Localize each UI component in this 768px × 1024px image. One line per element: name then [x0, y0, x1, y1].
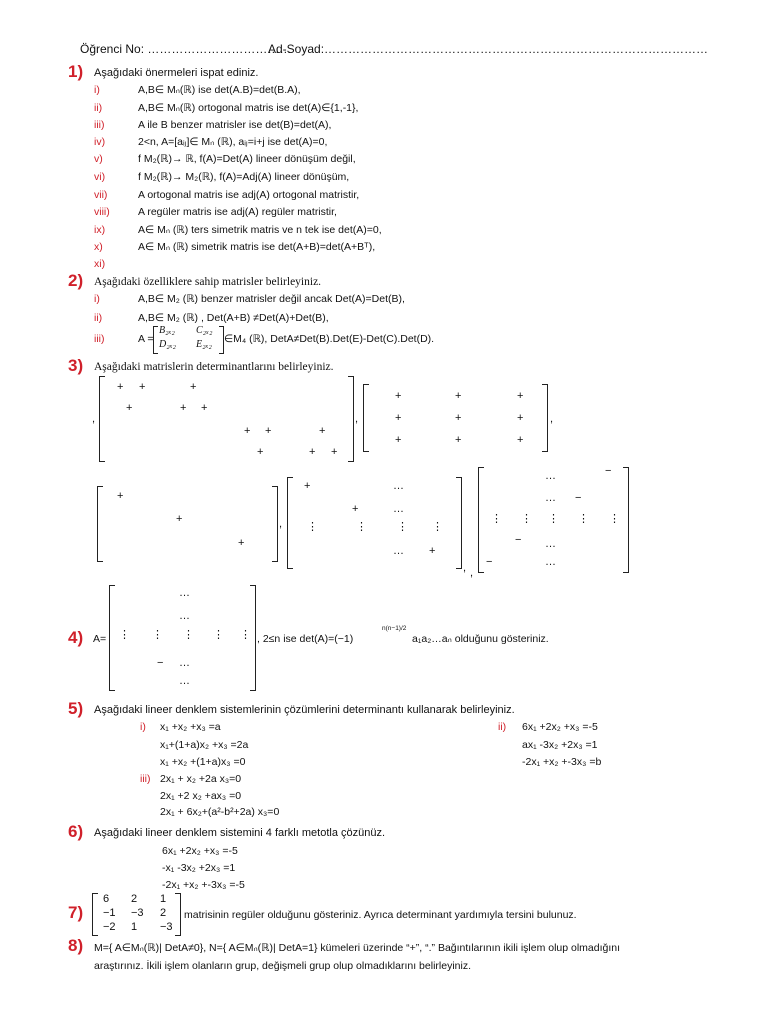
- q1-item-10: A∈ Mₙ (ℝ) simetrik matris ise det(A+B)=det(A+Bᵀ),: [138, 241, 376, 253]
- q7-matrix-cell: −3: [131, 907, 144, 919]
- matrix-2-comma: ,: [550, 413, 554, 425]
- m3-plus-1: +: [117, 490, 124, 502]
- q1-roman-1: i): [94, 84, 100, 96]
- m6-sym-1: …: [179, 587, 190, 599]
- q1-item-8: A regüler matris ise adj(A) regüler matristir,: [138, 206, 337, 218]
- q5-iii-eq-3: 2x₁ + 6x₂+(a²-b²+2a) x₃=0: [160, 806, 280, 818]
- question-1-number: 1): [68, 62, 84, 81]
- q8-line-2: araştırınız. İkili işlem olanların grup, değişmeli grup olup olmadıklarını belirleyiniz.: [94, 960, 471, 972]
- m3-plus-2: +: [176, 513, 183, 525]
- q7-text: matrisinin regüler olduğunu gösteriniz. Ayrıca determinant yardımıyla tersini bulunuz.: [184, 909, 577, 921]
- q1-roman-4: iv): [94, 136, 106, 148]
- q5-i-eq-2: x₁+(1+a)x₂ +x₃ =2a: [160, 739, 249, 751]
- q7-matrix-cell: 1: [131, 921, 138, 933]
- q7-matrix-cell: 2: [160, 907, 167, 919]
- q1-roman-6: vi): [94, 171, 106, 183]
- matrix-3-comma: ,: [279, 518, 283, 530]
- question-2-number: 2): [68, 271, 84, 290]
- m2-sym-7: +: [395, 434, 402, 446]
- q5-ii-eq-1: 6x₁ +2x₂ +x₃ =-5: [522, 721, 598, 733]
- m1-plus-4: +: [126, 402, 133, 414]
- m3-plus-3: +: [238, 537, 245, 549]
- m2-sym-4: +: [395, 412, 402, 424]
- m5-sym-3: …: [545, 492, 556, 504]
- matrix-3-bracket-right: [272, 486, 278, 562]
- q7-matrix-cell: −3: [160, 921, 173, 933]
- m2-sym-6: +: [517, 412, 524, 424]
- m5-sym-1: …: [545, 470, 556, 482]
- m1-plus-5: +: [180, 402, 187, 414]
- m5-sym-10: −: [515, 534, 522, 546]
- m1-plus-6: +: [201, 402, 208, 414]
- q5-iii-eq-1: 2x₁ + x₂ +2a x₃=0: [160, 773, 242, 785]
- q1-item-2: A,B∈ Mₙ(ℝ) ortogonal matris ise det(A)∈{1,-1},: [138, 102, 359, 114]
- m6-sym-6: ⋮: [213, 629, 224, 641]
- q2-block-c: C₂ₓ₂: [196, 325, 213, 336]
- q5-ii-eq-2: ax₁ -3x₂ +2x₃ =1: [522, 739, 598, 751]
- q2-block-d: D₂ₓ₂: [159, 339, 177, 350]
- matrix-5-comma: ,: [470, 567, 474, 579]
- m4-sym-9: …: [393, 545, 404, 557]
- q7-matrix-bracket-left: [92, 893, 98, 936]
- q4-matrix-bracket-left: [109, 585, 115, 691]
- matrix-3-bracket-left: [97, 486, 103, 562]
- q2-roman-1: i): [94, 293, 100, 305]
- m4-sym-1: +: [304, 480, 311, 492]
- m4-sym-8: ⋮: [432, 521, 443, 533]
- matrix-1-bracket-right: [348, 376, 354, 462]
- q1-item-9: A∈ Mₙ (ℝ) ters simetrik matris ve n tek ise det(A)=0,: [138, 224, 382, 236]
- m2-sym-9: +: [517, 434, 524, 446]
- q1-item-5: f M₂(ℝ)→ ℝ, f(A)=Det(A) lineer dönüşüm değil,: [138, 153, 356, 165]
- q2-roman-3: iii): [94, 333, 105, 345]
- question-8-number: 8): [68, 936, 84, 955]
- m4-sym-2: …: [393, 480, 404, 492]
- q7-matrix-cell: 6: [103, 893, 110, 905]
- q2-roman-2: ii): [94, 312, 103, 324]
- m5-sym-7: ⋮: [548, 513, 559, 525]
- m4-sym-10: +: [429, 545, 436, 557]
- q7-matrix-bracket-right: [175, 893, 181, 936]
- matrix-2-bracket-left: [363, 384, 369, 452]
- question-6-number: 6): [68, 822, 84, 841]
- q1-roman-9: ix): [94, 224, 106, 236]
- m2-sym-1: +: [395, 390, 402, 402]
- m5-sym-9: ⋮: [609, 513, 620, 525]
- q1-roman-3: iii): [94, 119, 105, 131]
- q6-eq-2: -x₁ -3x₂ +2x₃ =1: [162, 862, 236, 874]
- q1-item-1: A,B∈ Mₙ(ℝ) ise det(A.B)=det(B.A),: [138, 84, 301, 96]
- matrix-1-comma: ,: [92, 413, 96, 425]
- q1-item-6: f M₂(ℝ)→ M₂(ℝ), f(A)=Adj(A) lineer dönüşüm,: [138, 171, 350, 183]
- q7-matrix-cell: 1: [160, 893, 167, 905]
- m2-sym-2: +: [455, 390, 462, 402]
- q1-item-4: 2<n, A=[aᵢⱼ]∈ Mₙ (ℝ), aᵢⱼ=i+j ise det(A)=0,: [138, 136, 328, 148]
- question-7-number: 7): [68, 903, 84, 922]
- q1-roman-2: ii): [94, 102, 103, 114]
- m5-sym-2: −: [605, 465, 612, 477]
- m2-sym-5: +: [455, 412, 462, 424]
- q2-block-e: E₂ₓ₂: [196, 339, 212, 350]
- q5-iii-eq-2: 2x₁ +2 x₂ +ax₃ =0: [160, 790, 242, 802]
- q2-item-3: ∈M₄ (ℝ), DetA≠Det(B).Det(E)-Det(C).Det(D).: [224, 333, 435, 345]
- q4-prefix: A=: [93, 633, 107, 645]
- matrix-4-bracket-left: [287, 477, 293, 569]
- m4-sym-7: ⋮: [397, 521, 408, 533]
- q1-roman-8: viii): [94, 206, 110, 218]
- m2-sym-8: +: [455, 434, 462, 446]
- m6-sym-4: ⋮: [152, 629, 163, 641]
- question-5-text: Aşağıdaki lineer denklem sistemlerinin çözümlerini determinantı kullanarak belirleyiniz.: [94, 704, 515, 716]
- m6-sym-8: −: [157, 657, 164, 669]
- q2-block-b: B₂ₓ₂: [159, 325, 175, 336]
- question-3-text: Aşağıdaki matrislerin determinantlarını belirleyiniz.: [94, 361, 334, 373]
- q7-matrix-cell: −2: [103, 921, 116, 933]
- m6-sym-2: …: [179, 610, 190, 622]
- q6-eq-1: 6x₁ +2x₂ +x₃ =-5: [162, 845, 238, 857]
- q5-label-iii: iii): [140, 773, 151, 785]
- q1-roman-10: x): [94, 241, 103, 253]
- m1-plus-8: +: [265, 425, 272, 437]
- m5-sym-11: …: [545, 538, 556, 550]
- m2-sym-3: +: [517, 390, 524, 402]
- question-5-number: 5): [68, 699, 84, 718]
- m1-plus-7: +: [244, 425, 251, 437]
- q7-matrix-cell: −1: [103, 907, 116, 919]
- matrix-1-bracket-left: [99, 376, 105, 462]
- m5-sym-4: −: [575, 492, 582, 504]
- m1-plus-1: +: [117, 381, 124, 393]
- m1-plus-3: +: [190, 381, 197, 393]
- m6-sym-10: …: [179, 675, 190, 687]
- q6-eq-3: -2x₁ +x₂ +-3x₃ =-5: [162, 879, 245, 891]
- m6-sym-7: ⋮: [240, 629, 251, 641]
- m5-sym-8: ⋮: [578, 513, 589, 525]
- m1-plus-10: +: [257, 446, 264, 458]
- q1-roman-11: xi): [94, 258, 106, 270]
- matrix-4-comma: ,: [463, 562, 467, 574]
- m5-sym-5: ⋮: [491, 513, 502, 525]
- q2-item-2: A,B∈ M₂ (ℝ) , Det(A+B) ≠Det(A)+Det(B),: [138, 312, 329, 324]
- m1-plus-9: +: [319, 425, 326, 437]
- m6-sym-9: …: [179, 657, 190, 669]
- matrix-2-comma-before: ,: [355, 413, 359, 425]
- q8-line-1: M={ A∈Mₙ(ℝ)| DetA≠0}, N={ A∈Mₙ(ℝ)| DetA=1} kümeleri üzerinde “+”, “.” Bağıntılarının ikili işlem olup olmadığını: [94, 942, 621, 954]
- q5-ii-eq-3: -2x₁ +x₂ +-3x₃ =b: [522, 756, 602, 768]
- q4-tail: a₁a₂…aₙ olduğunu gösteriniz.: [412, 633, 549, 645]
- q1-roman-7: vii): [94, 189, 108, 201]
- q1-roman-5: v): [94, 153, 103, 165]
- q2-item-1: A,B∈ M₂ (ℝ) benzer matrisler değil ancak Det(A)=Det(B),: [138, 293, 405, 305]
- m4-sym-4: …: [393, 503, 404, 515]
- q4-exponent: n(n−1)/2: [382, 625, 407, 632]
- student-no-field: Öğrenci No: ………………………………: [80, 42, 292, 56]
- q5-label-i: i): [140, 721, 146, 733]
- q1-item-7: A ortogonal matris ise adj(A) ortogonal matristir,: [138, 189, 360, 201]
- m5-sym-12: −: [486, 556, 493, 568]
- question-4-number: 4): [68, 628, 84, 647]
- question-6-text: Aşağıdaki lineer denklem sistemini 4 farklı metotla çözünüz.: [94, 827, 386, 839]
- m4-sym-5: ⋮: [307, 521, 318, 533]
- q2-block-bracket-left: [153, 326, 158, 354]
- q5-label-ii: ii): [498, 721, 507, 733]
- matrix-4-bracket-right: [456, 477, 462, 569]
- q5-i-eq-3: x₁ +x₂ +(1+a)x₃ =0: [160, 756, 246, 768]
- m5-sym-13: …: [545, 556, 556, 568]
- q1-item-3: A ile B benzer matrisler ise det(B)=det(A),: [138, 119, 332, 131]
- m1-plus-12: +: [331, 446, 338, 458]
- m4-sym-6: ⋮: [356, 521, 367, 533]
- q4-statement: , 2≤n ise det(A)=(−1): [257, 633, 354, 645]
- matrix-5-bracket-right: [623, 467, 629, 573]
- matrix-5-bracket-left: [478, 467, 484, 573]
- m6-sym-5: ⋮: [183, 629, 194, 641]
- m1-plus-2: +: [139, 381, 146, 393]
- m4-sym-3: +: [352, 503, 359, 515]
- question-3-number: 3): [68, 356, 84, 375]
- question-1-text: Aşağıdaki önermeleri ispat ediniz.: [94, 67, 259, 79]
- q7-matrix-cell: 2: [131, 893, 138, 905]
- q5-i-eq-1: x₁ +x₂ +x₃ =a: [160, 721, 221, 733]
- m6-sym-3: ⋮: [119, 629, 130, 641]
- q2-item-3-prefix: A =: [138, 333, 154, 345]
- question-2-text: Aşağıdaki özelliklere sahip matrisler belirleyiniz.: [94, 276, 322, 288]
- m1-plus-11: +: [309, 446, 316, 458]
- name-field: Ad-Soyad:……………………………………………………………………………………: [268, 42, 709, 56]
- matrix-2-bracket-right: [542, 384, 548, 452]
- m5-sym-6: ⋮: [521, 513, 532, 525]
